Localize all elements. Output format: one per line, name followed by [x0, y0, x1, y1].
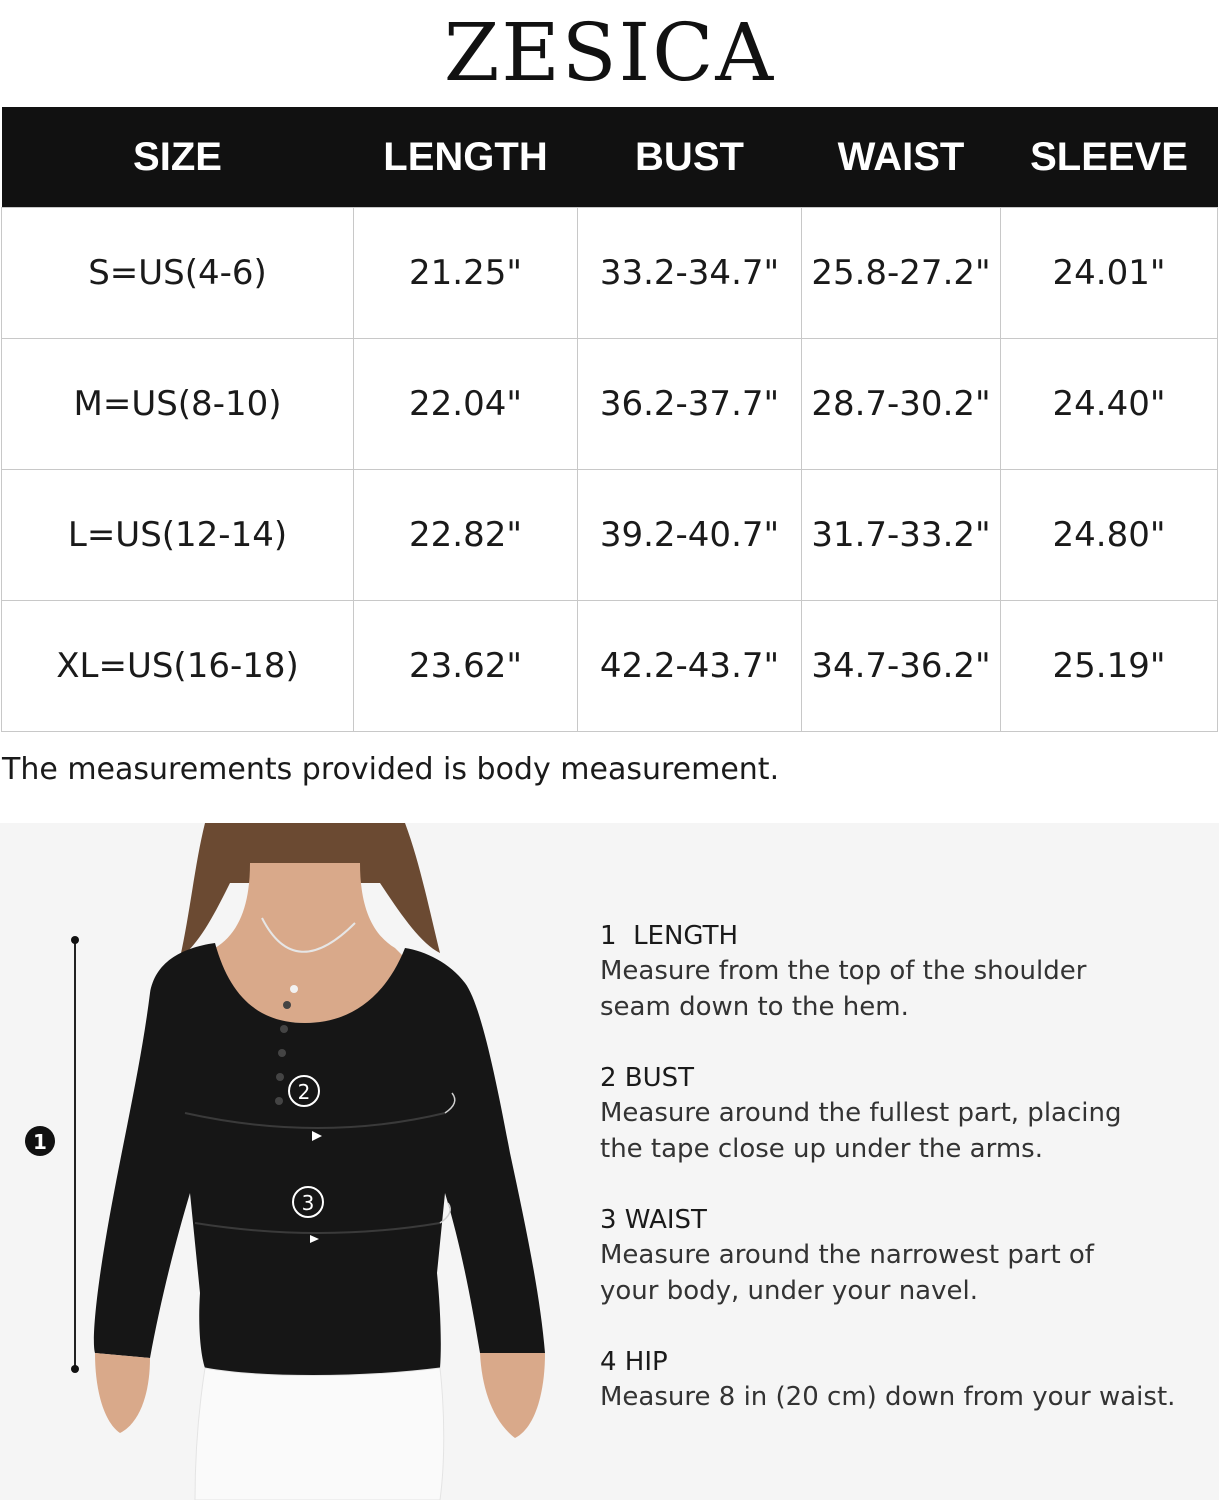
cell-sleeve: 24.01" — [1001, 208, 1218, 339]
instruction-hip — [600, 1345, 1210, 1415]
cell-bust: 33.2-34.7" — [578, 208, 802, 339]
button — [276, 1073, 284, 1081]
cell-sleeve: 24.40" — [1001, 339, 1218, 470]
instruction-desc: Measure from the top of the shoulder — [600, 956, 1087, 986]
header-sleeve: SLEEVE — [1001, 107, 1218, 208]
cell-length: 21.25" — [354, 208, 578, 339]
table-header-row — [2, 107, 1218, 208]
measurement-guide-panel — [0, 823, 1219, 1500]
instruction-desc: Measure 8 in (20 cm) down from your waist. — [600, 1382, 1176, 1412]
instruction-length — [600, 919, 1210, 1025]
cell-bust: 39.2-40.7" — [578, 470, 802, 601]
right-hand — [480, 1353, 545, 1438]
instruction-title: 3 WAIST — [600, 1205, 707, 1235]
cell-size: S=US(4-6) — [2, 208, 354, 339]
instruction-bust — [600, 1061, 1210, 1167]
instruction-desc: Measure around the narrowest part of — [600, 1240, 1094, 1270]
model-illustration — [0, 823, 600, 1500]
table-row — [2, 208, 1218, 339]
measurement-instructions — [600, 919, 1210, 1451]
instruction-waist — [600, 1203, 1210, 1309]
instruction-title: 4 HIP — [600, 1347, 668, 1377]
cell-bust: 36.2-37.7" — [578, 339, 802, 470]
instruction-desc: your body, under your navel. — [600, 1276, 978, 1306]
necklace-pendant — [290, 985, 298, 993]
button — [283, 1001, 291, 1009]
header-waist: WAIST — [802, 107, 1001, 208]
header-length: LENGTH — [354, 107, 578, 208]
cell-waist: 31.7-33.2" — [802, 470, 1001, 601]
instruction-desc: the tape close up under the arms. — [600, 1134, 1043, 1164]
cell-sleeve: 25.19" — [1001, 601, 1218, 732]
instruction-title: 1 LENGTH — [600, 921, 739, 951]
left-hand — [95, 1353, 150, 1433]
table-row — [2, 339, 1218, 470]
bust-marker-label: 2 — [297, 1080, 311, 1104]
instruction-desc: seam down to the hem. — [600, 992, 909, 1022]
table-row — [2, 601, 1218, 732]
button — [280, 1025, 288, 1033]
brand-logo: ZESICA — [443, 6, 776, 99]
length-bottom-dot — [71, 1365, 79, 1373]
cell-size: XL=US(16-18) — [2, 601, 354, 732]
cell-sleeve: 24.80" — [1001, 470, 1218, 601]
cell-waist: 28.7-30.2" — [802, 339, 1001, 470]
cell-bust: 42.2-43.7" — [578, 601, 802, 732]
cell-size: L=US(12-14) — [2, 470, 354, 601]
header-bust: BUST — [578, 107, 802, 208]
waist-marker-label: 3 — [301, 1191, 315, 1215]
cell-waist: 34.7-36.2" — [802, 601, 1001, 732]
instruction-desc: Measure around the fullest part, placing — [600, 1098, 1122, 1128]
cell-length: 22.82" — [354, 470, 578, 601]
cell-size: M=US(8-10) — [2, 339, 354, 470]
length-top-dot — [71, 936, 79, 944]
length-marker-label: 1 — [33, 1130, 47, 1154]
instruction-title: 2 BUST — [600, 1063, 695, 1093]
cell-length: 23.62" — [354, 601, 578, 732]
size-chart-table — [1, 107, 1218, 732]
button — [275, 1097, 283, 1105]
button — [278, 1049, 286, 1057]
cell-length: 22.04" — [354, 339, 578, 470]
white-pants — [195, 1368, 444, 1500]
header-size: SIZE — [2, 107, 354, 208]
cell-waist: 25.8-27.2" — [802, 208, 1001, 339]
table-row — [2, 470, 1218, 601]
measurement-note: The measurements provided is body measurement. — [2, 752, 780, 787]
